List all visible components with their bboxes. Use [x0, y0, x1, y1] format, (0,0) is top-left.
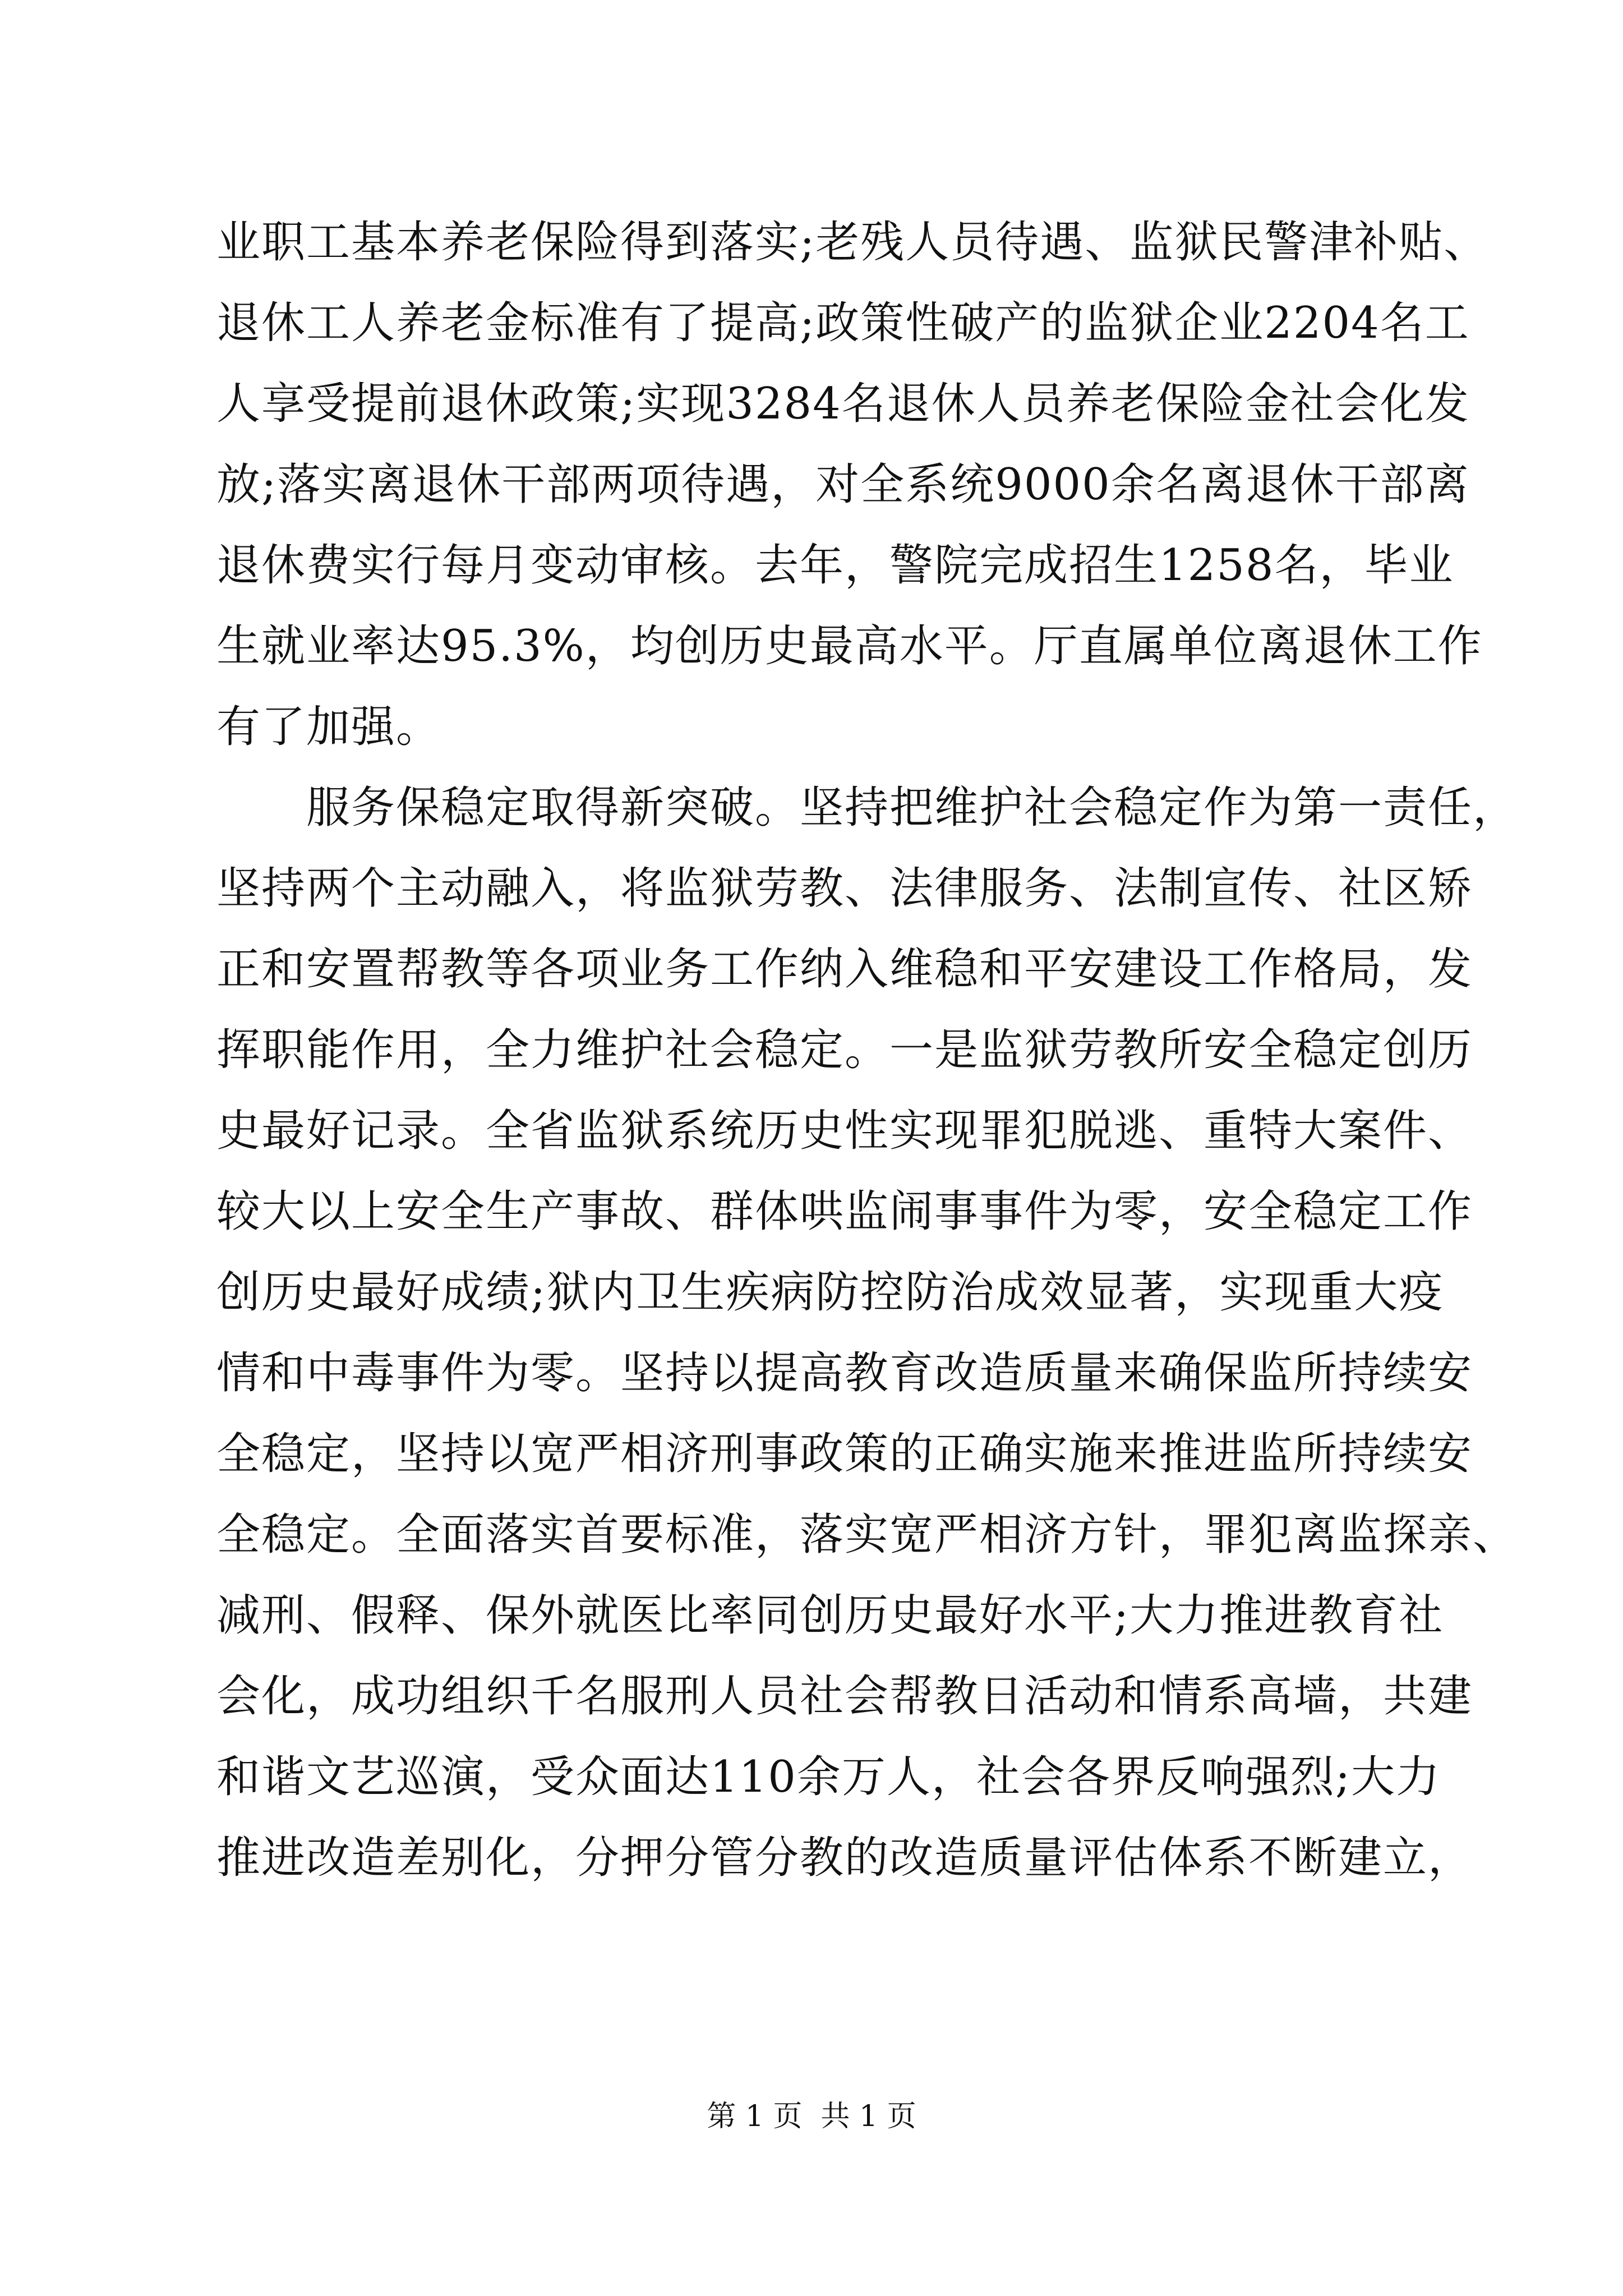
text-line: 坚持两个主动融入，将监狱劳教、法律服务、法制宣传、社区矫: [216, 863, 1473, 914]
text-line: 会化，成功组织千名服刑人员社会帮教日活动和情系高墙，共建: [216, 1671, 1473, 1722]
text-line: 情和中毒事件为零。坚持以提高教育改造质量来确保监所持续安: [216, 1348, 1473, 1398]
text-line: 生就业率达95.3%，均创历史最高水平。厅直属单位离退休工作: [216, 621, 1483, 671]
text-line: 业职工基本养老保险得到落实;老残人员待遇、监狱民警津补贴、: [216, 217, 1489, 268]
text-line: 较大以上安全生产事故、群体哄监闹事事件为零，安全稳定工作: [216, 1186, 1473, 1237]
text-line: 退休工人养老金标准有了提高;政策性破产的监狱企业2204名工: [216, 298, 1470, 348]
text-line: 和谐文艺巡演，受众面达110余万人，社会各界反响强烈;大力: [216, 1752, 1441, 1802]
text-line: 创历史最好成绩;狱内卫生疾病防控防治成效显著，实现重大疫: [216, 1267, 1444, 1318]
text-line: 有了加强。: [216, 702, 441, 752]
text-line: 全稳定。全面落实首要标准，落实宽严相济方针，罪犯离监探亲、: [216, 1510, 1518, 1560]
document-body: [216, 202, 1518, 1898]
text-line: 全稳定，坚持以宽严相济刑事政策的正确实施来推进监所持续安: [216, 1429, 1473, 1479]
text-line: 放;落实离退休干部两项待遇，对全系统9000余名离退休干部离: [216, 459, 1470, 510]
text-line: 挥职能作用，全力维护社会稳定。一是监狱劳教所安全稳定创历: [216, 1025, 1473, 1075]
text-line: 人享受提前退休政策;实现3284名退休人员养老保险金社会化发: [216, 379, 1470, 429]
text-line: 退休费实行每月变动审核。去年，警院完成招生1258名，毕业: [216, 540, 1454, 591]
page-number-footer: 第 1 页 共 1 页: [707, 2100, 916, 2133]
text-line: 史最好记录。全省监狱系统历史性实现罪犯脱逃、重特大案件、: [216, 1106, 1473, 1156]
text-line: 推进改造差别化，分押分管分教的改造质量评估体系不断建立，: [216, 1833, 1473, 1883]
text-line: 减刑、假释、保外就医比率同创历史最好水平;大力推进教育社: [216, 1590, 1444, 1641]
paragraph-first-line: 服务保稳定取得新突破。坚持把维护社会稳定作为第一责任，: [306, 783, 1518, 833]
text-line: 正和安置帮教等各项业务工作纳入维稳和平安建设工作格局，发: [216, 944, 1473, 995]
